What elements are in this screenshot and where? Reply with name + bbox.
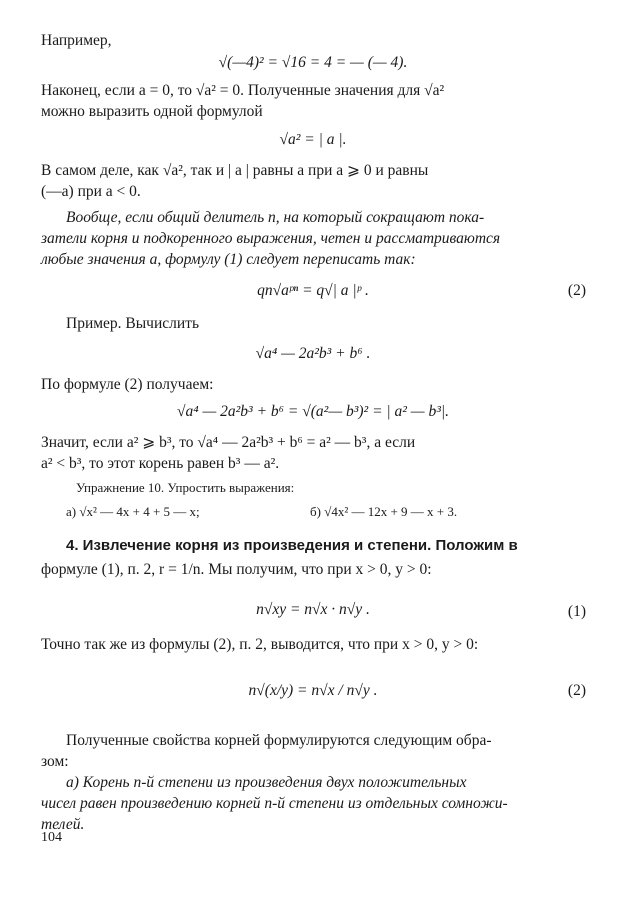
formula: n√xy = n√x · n√y . <box>256 601 370 618</box>
equation-number: (2) <box>567 682 586 699</box>
section-heading: 4. Извлечение корня из произведения и степени. Положим в <box>66 537 518 554</box>
text-line: Например, <box>41 32 112 49</box>
text-line: Вообще, если общий делитель n, на который сокращают пока- <box>66 209 485 226</box>
page-number: 104 <box>41 830 62 845</box>
equation-number: (1) <box>567 603 586 620</box>
text-line: а) Корень n-й степени из произведения двух положительных <box>66 774 467 791</box>
exercise-item: а) √x² — 4x + 4 + 5 — x; <box>66 504 200 519</box>
text-line: По формуле (2) получаем: <box>41 376 214 393</box>
text-line: можно выразить одной формулой <box>41 103 263 120</box>
text-line: затели корня и подкоренного выражения, четен и рассматриваются <box>41 230 501 247</box>
text-line: Полученные свойства корней формулируются следующим обра- <box>66 732 492 749</box>
text-line: зом: <box>41 753 69 770</box>
formula: n√(x/y) = n√x / n√y . <box>248 682 378 699</box>
text-line: Значит, если a² ⩾ b³, то √a⁴ — 2a²b³ + b⁶ = a² — b³, а если <box>41 434 416 451</box>
exercise-item: б) √4x² — 12x + 9 — x + 3. <box>310 504 458 519</box>
formula: √a⁴ — 2a²b³ + b⁶ . <box>255 345 371 362</box>
formula: √(—4)² = √16 = 4 = — (— 4). <box>218 54 408 71</box>
equation-number: (2) <box>567 282 586 299</box>
text-line: чисел равен произведению корней n-й степени из отдельных сомножи- <box>41 795 508 812</box>
text-line: формуле (1), п. 2, r = 1/n. Мы получим, что при x > 0, y > 0: <box>41 561 432 578</box>
text-line: В самом деле, как √a², так и | a | равны a при a ⩾ 0 и равны <box>41 162 429 179</box>
text-line: любые значения a, формулу (1) следует переписать так: <box>41 251 416 268</box>
formula: √a² = | a |. <box>279 131 347 148</box>
exercise-heading: Упражнение 10. Упростить выражения: <box>76 480 295 495</box>
text-line: Пример. Вычислить <box>66 315 200 332</box>
text-line: a² < b³, то этот корень равен b³ — a². <box>41 455 280 472</box>
text-line: (—a) при a < 0. <box>41 183 141 200</box>
formula: qn√aᵖⁿ = q√| a |ᵖ . <box>257 282 369 299</box>
text-line: Наконец, если a = 0, то √a² = 0. Полученные значения для √a² <box>41 82 445 99</box>
text-line: телей. <box>41 816 85 833</box>
formula: √a⁴ — 2a²b³ + b⁶ = √(a²— b³)² = | a² — b³|. <box>176 403 449 420</box>
text-line: Точно так же из формулы (2), п. 2, выводится, что при x > 0, y > 0: <box>41 636 479 653</box>
